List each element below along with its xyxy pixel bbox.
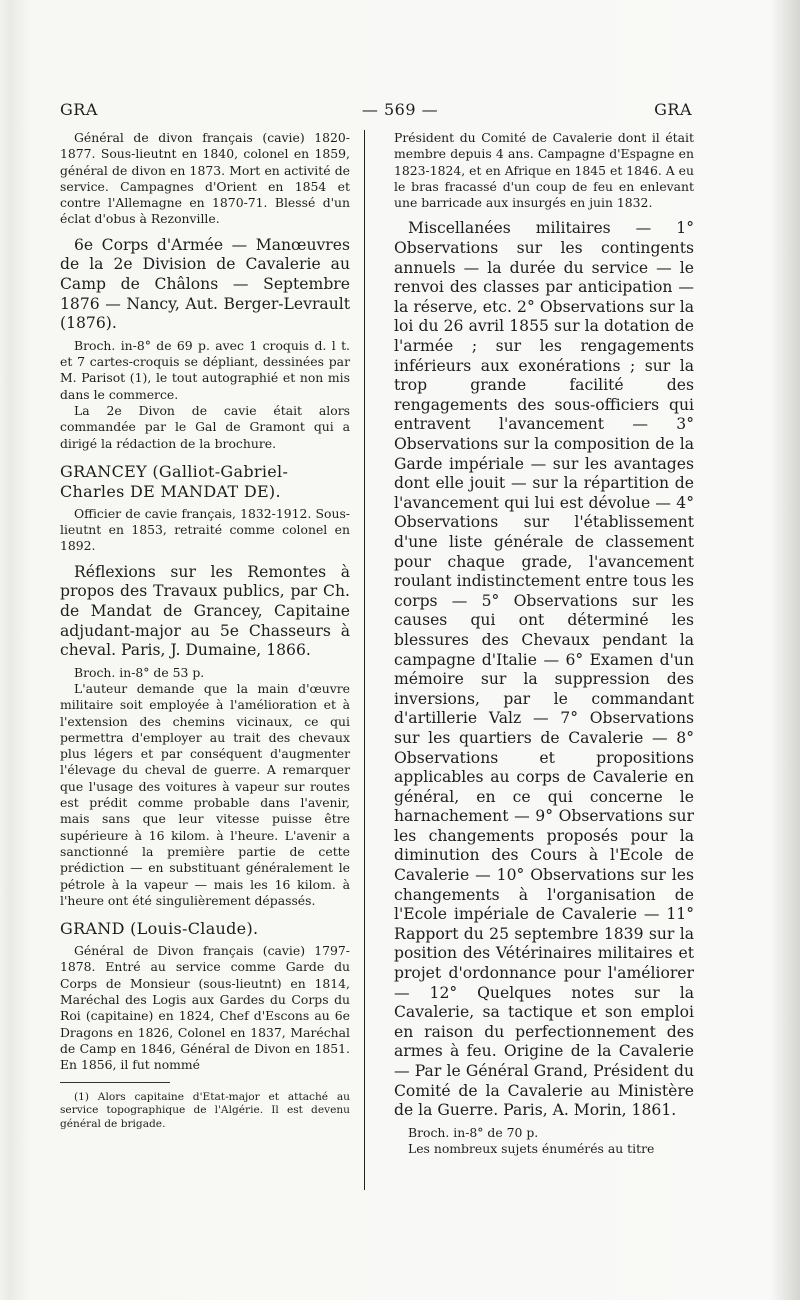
- running-head-left: GRA: [60, 100, 98, 119]
- footnote: (1) Alors capitaine d'Etat-major et attaché au service topographique de l'Algérie. Il est devenu général de brigade.: [60, 1090, 350, 1130]
- manoeuvres-note: La 2e Divon de cavie était alors commandée par le Gal de Gramont qui a dirigé la rédaction de la brochure.: [60, 402, 350, 451]
- grand-bio-continued: Président du Comité de Cavalerie dont il était membre depuis 4 ans. Campagne d'Espagne en 1823-1824, et en Afrique en 1845 et 1846. A eu le bras fracassé d'un coup de feu en enlevant une barricade aux insurgés en juin 1832.: [394, 130, 694, 211]
- column-rule: [364, 130, 365, 1190]
- manoeuvres-description: Broch. in-8° de 69 p. avec 1 croquis d. l t. et 7 cartes-croquis se dépliant, dessinées par M. Parisot (1), le tout autographié et non mis dans le commerce.: [60, 337, 350, 402]
- title-remontes: Réflexions sur les Remontes à propos des Travaux publics, par Ch. de Mandat de Grancey, Capitaine adjudant-major au 5e Chasseurs à cheval. Paris, J. Dumaine, 1866.: [60, 562, 350, 660]
- page-number: — 569 —: [361, 100, 439, 119]
- entry-heading-grand: GRAND (Louis-Claude).: [60, 919, 259, 939]
- footnote-rule: [60, 1082, 170, 1083]
- grand-bio: Général de Divon français (cavie) 1797-1878. Entré au service comme Garde du Corps de Monsieur (sous-lieutnt) en 1814, Maréchal des Logis aux Gardes du Corps du Roi (capitaine) en 1824, Chef d'Escons au 6e Dragons en 1826, Colonel en 1837, Maréchal de Camp en 1846, Général de Divon en 1851. En 1856, il fut nommé: [60, 943, 350, 1073]
- remontes-summary: L'auteur demande que la main d'œuvre militaire soit employée à l'amélioration et à l'extension des chemins vicinaux, ce qui permettra d'employer au trait des chevaux plus légers et par conséquent d'augmenter l'élevage du cheval de guerre. A remarquer que l'usage des voitures à vapeur sur routes est prédit comme probable dans l'avenir, mais sans que leur vitesse puisse être supérieure à 16 kilom. à l'heure. L'avenir a sanctionné la première partie de cette prédiction — en substituant généralement le pétrole à la vapeur — mais les 16 kilom. à l'heure ont été singulièrement dépassés.: [60, 680, 350, 908]
- entry-heading-grancey: GRANCEY (Galliot-Gabriel-Charles DE MANDAT DE).: [60, 461, 289, 501]
- left-column: [60, 130, 350, 1131]
- right-column: [394, 130, 694, 1157]
- grammont-bio: Général de divon français (cavie) 1820-1877. Sous-lieutnt en 1840, colonel en 1859, général de divon en 1873. Mort en activité de service. Campagnes d'Orient en 1854 et contre l'Allemagne en 1870-71. Blessé d'un éclat d'obus à Rezonville.: [60, 130, 350, 227]
- title-manoeuvres: 6e Corps d'Armée — Manœuvres de la 2e Division de Cavalerie au Camp de Châlons — Septembre 1876 — Nancy, Aut. Berger-Levrault (1876).: [60, 235, 350, 333]
- remontes-description: Broch. in-8° de 53 p.: [74, 664, 205, 680]
- title-miscellanees: Miscellanées militaires — 1° Observations sur les contingents annuels — la durée du service — le renvoi des classes par anticipation — la réserve, etc. 2° Observations sur la loi du 26 avril 1855 sur la dotation de l'armée ; sur les rengagements inférieurs aux exonérations ; sur la trop grande facilité des rengagements des sous-officiers qui entravent l'avancement — 3° Observations sur la composition de la Garde impériale — sur les avantages dont elle jouit — sur la répartition de l'avancement qui lui est dévolue — 4° Observations sur l'établissement d'une liste générale de classement pour chaque grade, l'avancement roulant indistinctement entre tous les corps — 5° Observations sur les causes qui ont déterminé les blessures des Chevaux pendant la campagne d'Italie — 6° Examen d'un mémoire sur la suppression des inversions, par le commandant d'artillerie Valz — 7° Observations sur les quartiers de Cavalerie — 8° Observations et propositions applicables au corps de Cavalerie en général, en ce qui concerne le harnachement — 9° Observations sur les changements proposés pour la diminution des Cours à l'Ecole de Cavalerie — 10° Observations sur les changements à l'organisation de l'Ecole impériale de Cavalerie — 11° Rapport du 25 septembre 1839 sur la position des Vétérinaires militaires et projet d'ordonnance pour l'améliorer — 12° Quelques notes sur la Cavalerie, sa tactique et son emploi en raison du perfectionnement des armes à feu. Origine de la Cavalerie — Par le Général Grand, Président du Comité de la Cavalerie au Ministère de la Guerre. Paris, A. Morin, 1861.: [394, 219, 694, 1120]
- miscellanees-summary-start: Les nombreux sujets énumérés au titre: [408, 1141, 655, 1157]
- grancey-bio: Officier de cavie français, 1832-1912. Sous-lieutnt en 1853, retraité comme colonel en 1892.: [60, 505, 350, 554]
- running-head-right: GRA: [654, 100, 692, 119]
- miscellanees-description: Broch. in-8° de 70 p.: [408, 1124, 539, 1140]
